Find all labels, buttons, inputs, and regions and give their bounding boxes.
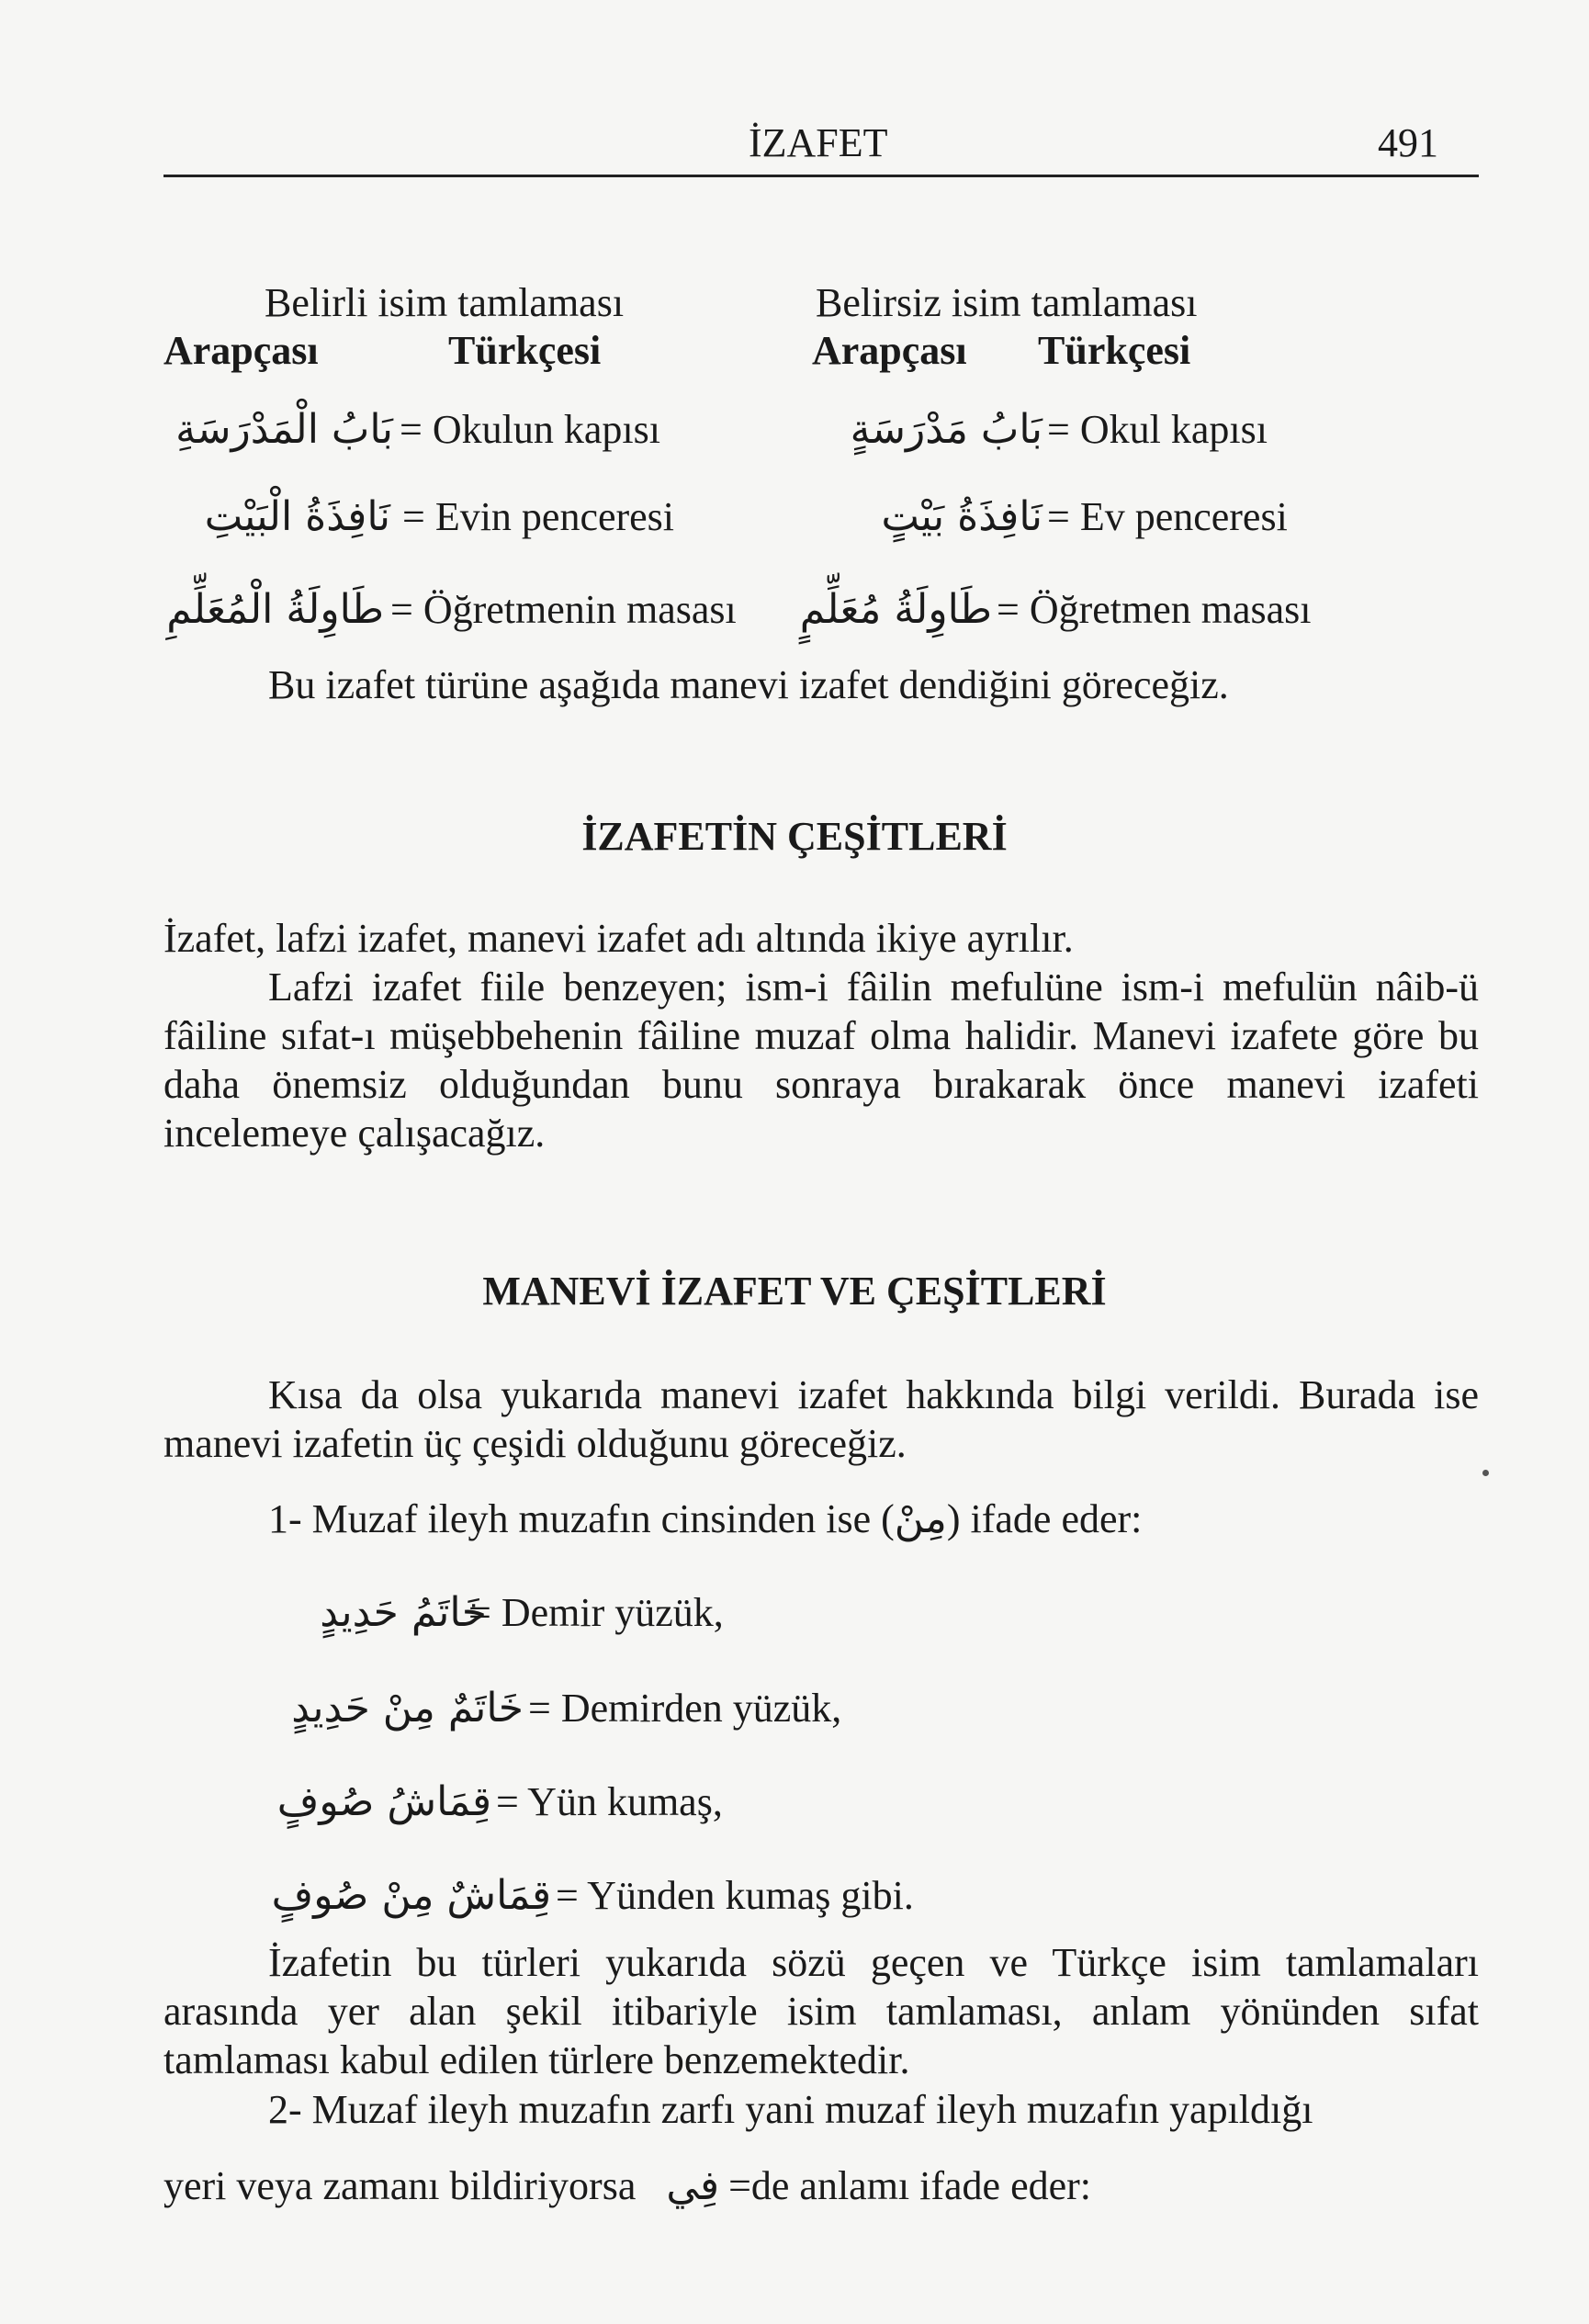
table-note: Bu izafet türüne aşağıda manevi izafet dendiğini göreceğiz. <box>268 662 1229 707</box>
item-text: 1- Muzaf ileyh muzafın cinsinden ise ( <box>268 1496 895 1541</box>
right-column-title: Belirsiz isim tamlaması <box>816 280 1198 325</box>
section-heading: İZAFETİN ÇEŞİTLERİ <box>581 814 1008 859</box>
arabic-word: فِي <box>666 2162 720 2209</box>
page-number: 491 <box>1378 120 1438 165</box>
turkish-translation: = Öğretmen masası <box>997 587 1312 632</box>
turkish-translation: = Okul kapısı <box>1047 407 1268 452</box>
item-text: ) ifade eder: <box>946 1496 1143 1541</box>
arabic-phrase: خَاتَمٌ مِنْ حَدِيدٍ <box>291 1685 524 1732</box>
paragraph: İzafetin bu türleri yukarıda sözü geçen ve Türkçe isim tamlamaları arasında yer alan şekil itibariyle isim tamlaması, anlam yönünden sıfat tamlaması kabul edilen türlere benzemektedir. <box>163 1940 1479 2082</box>
turkish-translation: = Evin penceresi <box>402 494 675 539</box>
turkish-translation: = Demir yüzük, <box>468 1590 724 1635</box>
paragraph: Lafzi izafet fiile benzeyen; ism-i fâilin mefulüne ism-i mefulün nâib-ü fâiline sıfat-ı müşebbehenin fâiline muzaf olma halidir. Manevi izafete göre bu daha önemsiz olduğundan bunu sonraya bırakarak önce manevi izafeti incelemeye çalışacağız. <box>163 965 1479 1156</box>
turkish-translation: = Ev penceresi <box>1047 494 1288 539</box>
arabic-phrase: بَابُ مَدْرَسَةٍ <box>850 406 1042 453</box>
list-item <box>268 1494 1142 1545</box>
turkish-translation: = Okulun kapısı <box>400 407 660 452</box>
arabic-phrase: قِمَاشُ صُوفٍ <box>276 1778 491 1825</box>
arabic-phrase: طَاوِلَةُ مُعَلِّمٍ <box>799 586 992 633</box>
line-text: =de anlamı ifade eder: <box>728 2163 1092 2208</box>
paragraph: 2- Muzaf ileyh muzafın zarfı yani muzaf ileyh muzafın yapıldığı <box>268 2087 1313 2132</box>
paragraph: İzafet, lafzi izafet, manevi izafet adı altında ikiye ayrılır. <box>163 916 1074 961</box>
left-col-arabic-header: Arapçası <box>163 328 319 373</box>
arabic-phrase: طَاوِلَةُ الْمُعَلِّمِ <box>166 586 384 633</box>
paragraph: Kısa da olsa yukarıda manevi izafet hakkında bilgi verildi. Burada ise manevi izafetin üç çeşidi olduğunu göreceğiz. <box>163 1372 1479 1466</box>
arabic-phrase: قِمَاشٌ مِنْ صُوفٍ <box>271 1872 551 1919</box>
header-rule <box>163 175 1479 177</box>
arabic-phrase: نَافِذَةُ الْبَيْتِ <box>204 493 390 540</box>
right-col-arabic-header: Arapçası <box>812 328 967 373</box>
arabic-phrase: بَابُ الْمَدْرَسَةِ <box>175 406 393 453</box>
section-heading: MANEVİ İZAFET VE ÇEŞİTLERİ <box>482 1269 1107 1314</box>
arabic-phrase: خَاتَمُ حَدِيدٍ <box>320 1589 487 1636</box>
turkish-translation: = Yün kumaş, <box>496 1779 723 1824</box>
stray-ink-dot <box>1482 1470 1489 1476</box>
turkish-translation: = Demirden yüzük, <box>528 1686 842 1731</box>
left-col-turkish-header: Türkçesi <box>448 328 602 373</box>
turkish-translation: = Yünden kumaş gibi. <box>556 1873 914 1918</box>
turkish-translation: = Öğretmenin masası <box>390 587 737 632</box>
arabic-word: مِنْ <box>894 1495 947 1542</box>
running-header-title: İZAFET <box>749 120 888 165</box>
line-text: yeri veya zamanı bildiriyorsa <box>163 2163 637 2208</box>
left-column-title: Belirli isim tamlaması <box>265 280 625 325</box>
arabic-phrase: نَافِذَةُ بَيْتٍ <box>881 493 1042 540</box>
right-col-turkish-header: Türkçesi <box>1038 328 1191 373</box>
paragraph-line <box>163 2160 1091 2212</box>
